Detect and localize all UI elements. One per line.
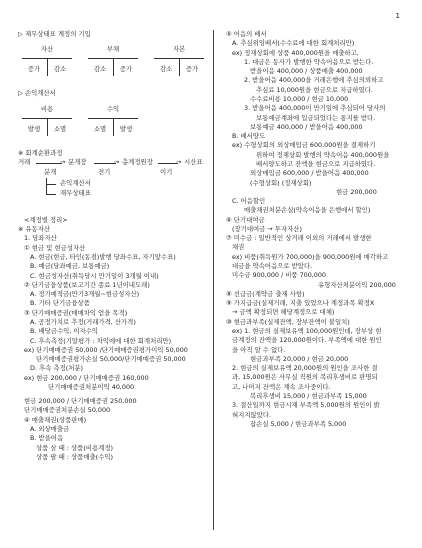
text-line: 채권	[232, 243, 245, 252]
text-line: B. 기타 단기금융상품	[30, 299, 90, 308]
text-line: 고, 나머지 잔액은 계속 조사중이다.	[232, 382, 331, 391]
text-line: ex) 1. 현금의 실제보유액 100,000원인데, 장부상 현	[232, 327, 382, 335]
journal-entry: 미수금 900,000 / 비품 700,000	[232, 271, 326, 280]
page-number: 1	[395, 12, 400, 20]
flow-label-journalizing: 분개	[44, 167, 57, 176]
t-account-name: 비용	[40, 104, 54, 113]
journal-entry: 단기매매증권평가손실 50,000/단기매매증권 50,000	[36, 355, 186, 364]
text-line: 상품 삼 때 : 상품(비용계정)	[36, 443, 113, 452]
flow-label-posting: 전기	[98, 167, 111, 176]
text-line: D. 후속 측정(처분)	[30, 364, 84, 373]
balance-sheet-t-accounts	[18, 45, 208, 89]
flow-trial-balance: 시산표	[184, 157, 203, 166]
text-line: (장기대여금 → 투자자산)	[232, 224, 302, 233]
journal-entry: 잡손실 5,000 / 현금과부족 5,000	[250, 419, 347, 428]
t-account-credit: 증가	[119, 65, 133, 74]
text-line: 보통예금계좌에 입금되었다는 통지를 받다.	[256, 113, 376, 122]
journal-entry: 단기매매증권처분손실 50,000	[24, 406, 111, 415]
journal-entry: ex) 단기매매증권 50,000 /단기매매증권평가이익 50,000	[24, 345, 188, 354]
flow-arrow	[46, 194, 56, 195]
journal-entry: 현금과부족 20,000 / 현금 20,000	[250, 354, 349, 363]
text-line: 대금을 약속어음으로 받았다.	[232, 262, 313, 271]
text-line: ③ 단기매매증권(매매차익 얻을 목적)	[24, 308, 128, 317]
journal-entry: 유형자산처분이익 200,000	[318, 280, 396, 289]
t-account-debit: 소멸	[93, 124, 107, 133]
text-line: B. 받을어음	[30, 434, 64, 443]
t-account	[22, 105, 72, 145]
t-account-credit: 발생	[119, 124, 133, 133]
flow-arrow	[46, 184, 56, 185]
t-account-name: 자산	[40, 45, 54, 54]
text-line: B. 배당금수익, 이자수익	[30, 327, 99, 336]
text-line: A. 현금(현금, 타인(동점)발행 당좌수표, 자기앞수표)	[30, 252, 176, 261]
text-line: C. 현금성자산(취득당시 만기일이 3개월 이내)	[30, 271, 159, 280]
flow-arrow	[158, 163, 178, 164]
text-line: 배서양도하고 잔액을 현금으로 지급하였다.	[256, 159, 376, 168]
text-line: A. 추심위임배서(수수료에 대한 회계처리만)	[232, 39, 355, 48]
income-statement-t-accounts	[18, 105, 208, 149]
text-line: ex) 수형상회의 외상매입금 600,000원을 결제하기	[232, 141, 376, 150]
t-account-credit: 감소	[53, 65, 67, 74]
text-line: 매출채권처분손실(약속어음을 은행에서 할인)	[244, 206, 371, 215]
text-line: 과, 15,000원은 사무실 직원의 복리후생비로 판명되	[232, 373, 378, 382]
t-account	[154, 45, 204, 85]
text-line: ex) 정재상회에 상품 400,000원을 매출하고,	[232, 48, 359, 57]
journal-entry: 현금 200,000 / 단기매매증권 250,000	[24, 397, 137, 406]
t-account-debit: 발생	[27, 124, 41, 133]
flow-label-transfer: 이기	[160, 167, 173, 176]
t-account-credit: 증가	[185, 65, 199, 74]
flow-arrow-head: →	[176, 157, 182, 166]
text-line: ⑦ 미수금 : 일반적인 상거래 이외의 거래에서 발생한	[226, 234, 372, 243]
accounting-cycle-flow	[18, 158, 208, 216]
flow-income-statement: 손익계산서	[60, 178, 91, 187]
journal-entry: 외상매입금 600,000 / 받을어음 400,000	[250, 169, 369, 178]
text-line: ② 단기금융상품(보고기간 종료 1년이내도래)	[24, 280, 150, 289]
t-account-debit: 감소	[159, 65, 173, 74]
heading-current-assets: ※ 유동자산	[18, 225, 51, 234]
journal-entry: (수형상회) (정재상회)	[250, 178, 312, 187]
text-line: ⑥ 단기대여금	[226, 215, 265, 224]
section-title-income-statement: ▷ 손익계산서	[18, 89, 56, 98]
text-line: C. 후속측정(기말평가 : 차익에에 대한 회계처리만)	[30, 336, 172, 345]
flow-transaction: 거래	[18, 157, 31, 166]
flow-branch-line	[46, 178, 47, 194]
text-line: A. 공정가치로 추정(거래가격, 산가격)	[30, 317, 136, 326]
flow-balance-sheet: 재무상태표	[60, 188, 91, 197]
text-line: ⑧ 선급금(계약금 출제 사항)	[226, 289, 305, 298]
heading-quick-assets: 1. 당좌자산	[24, 234, 57, 243]
journal-entry: 복리후생비 15,000 / 현금과부족 15,000	[250, 391, 367, 400]
text-line: 3. 받을어음 400,000이 만기일에 추심되어 당사의	[244, 104, 386, 113]
t-account	[22, 45, 72, 85]
text-line: ⑩ 현금과부족(실제잔액, 장부잔액이 불일치)	[226, 317, 350, 326]
journal-entry: 단기매매증권처분이익 40,000	[48, 382, 135, 391]
text-line: 2. 현금의 실제보유액 20,000원의 원인을 조사한 결	[232, 364, 378, 373]
text-line: B. 배서양도	[232, 132, 266, 141]
text-line: A. 외상매출금	[30, 425, 70, 434]
journal-entry: 받을어음 400,000 / 상품매출 400,000	[250, 67, 363, 76]
text-line: 혀지지않았다.	[232, 410, 272, 419]
text-line: 위하여 정재상회 발행의 약속어음 400,000원을	[256, 150, 390, 159]
heading-note-endorsement: ⑤ 어음의 배서	[226, 30, 267, 38]
t-account-credit: 소멸	[53, 124, 67, 133]
t-account	[88, 105, 138, 145]
section-title-balance-sheet: ▷ 재무상태표 계정의 기입	[18, 30, 91, 38]
t-account-debit: 증가	[27, 65, 41, 74]
text-line: A. 정기예적금(만기3개월~현금성자산)	[30, 290, 140, 299]
journal-entry: 보통예금 400,000 / 받을어음 400,000	[250, 122, 363, 131]
text-line: C. 어음할인	[232, 197, 266, 206]
text-line: 2. 받을어음 400,000을 거래은행에 추심의뢰하고	[244, 76, 384, 85]
text-line: B. 예금(당좌예금, 보통예금)	[30, 262, 110, 271]
text-line: ⑨ 가지급금(실제거래, 지출 있었으나 계정과목 확정X	[226, 299, 375, 308]
text-line: ex) 비품(취득원가 700,000)을 900,000원에 매각하고	[232, 252, 389, 261]
text-line: → 금액 확정되면 해당계정으로 대체)	[232, 308, 335, 317]
flow-arrow-head: →	[114, 157, 120, 166]
flow-arrow	[94, 163, 116, 164]
text-line: 상품 팔 때 : 상품매출(수익)	[36, 452, 113, 461]
text-line: 을 아직 알 수 없다.	[232, 345, 286, 354]
text-line: 금계정의 잔액을 120,000원이다. 부족액에 대한 원인	[232, 336, 382, 345]
right-column	[226, 30, 412, 429]
text-line: 추심료 10,000원을 현금으로 지급하였다.	[256, 85, 373, 94]
t-account-name: 수익	[106, 104, 120, 113]
text-line: 1. 대금은 동사가 발행한 약속어음으로 받는다.	[244, 57, 374, 66]
flow-arrow-head: →	[60, 157, 66, 166]
text-line: ④ 매출채권(상품판매)	[24, 415, 87, 424]
section-title-accounting-cycle: ※ 회계순환과정	[18, 148, 63, 157]
heading-account-summary: <계정별 정리>	[24, 215, 68, 224]
flow-journal: 분개장	[68, 157, 87, 166]
journal-entry: 수수료비용 10,000 / 현금 10,000	[250, 94, 349, 103]
t-account-name: 자본	[172, 45, 186, 54]
text-line: 3. 결산일까지 현금시재 부족액 5,000원의 원인이 밝	[232, 401, 380, 410]
column-divider	[213, 30, 214, 530]
t-account	[88, 45, 138, 85]
left-column	[18, 30, 208, 462]
journal-entry: ex) 현금 200,000 / 단기매매증권 160,000	[24, 373, 149, 382]
journal-entry: 현금 200,000	[336, 187, 377, 196]
t-account-debit: 감소	[93, 65, 107, 74]
flow-general-ledger: 총계정원장	[122, 157, 153, 166]
flow-arrow	[36, 163, 62, 164]
t-account-name: 부채	[106, 45, 120, 54]
text-line: ① 현금 및 현금성자산	[24, 243, 86, 252]
